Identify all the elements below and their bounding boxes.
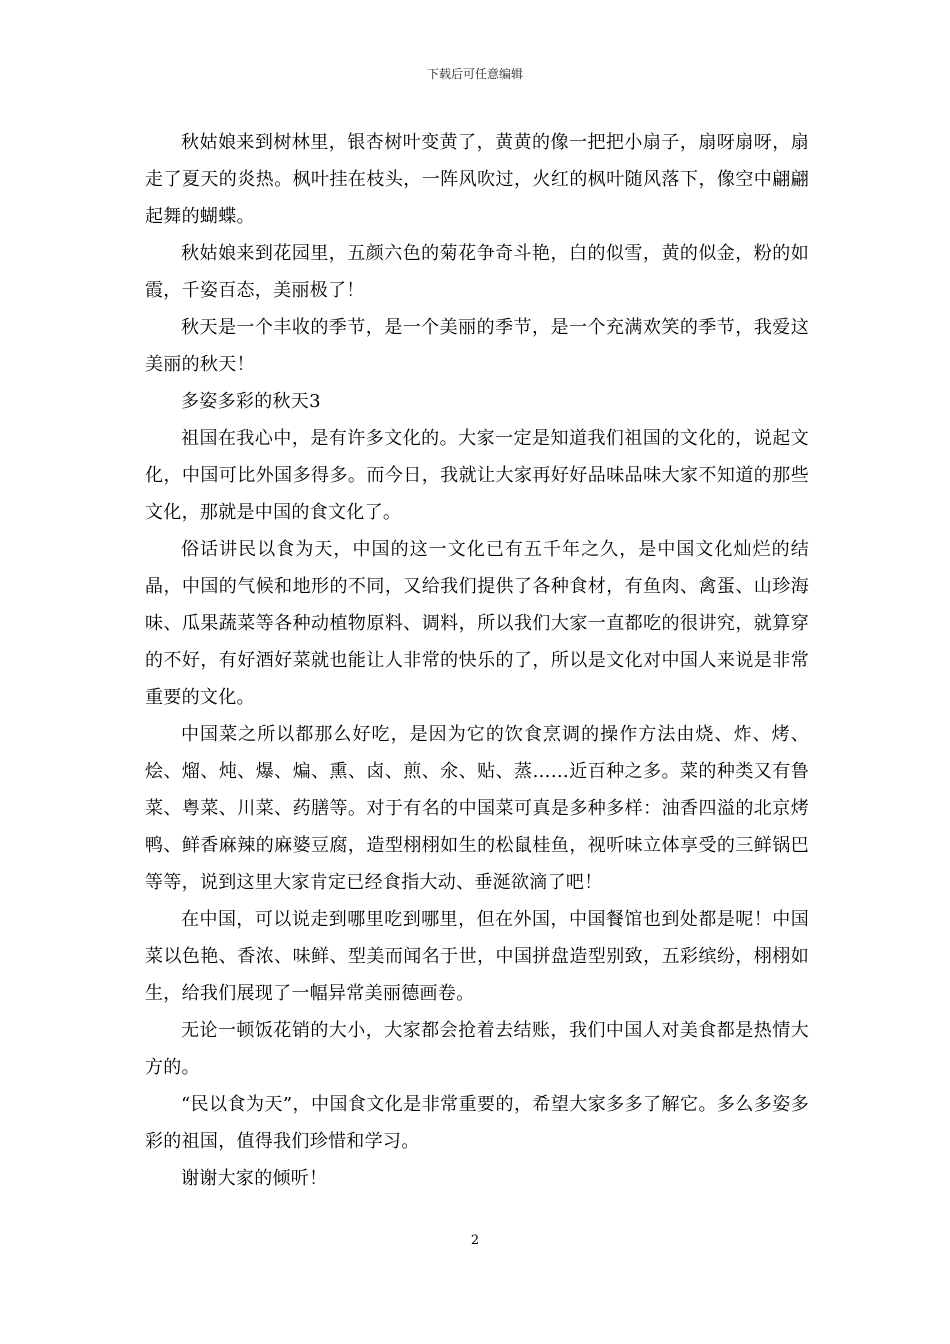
paragraph: 无论一顿饭花销的大小，大家都会抢着去结账，我们中国人对美食都是热情大方的。 (145, 1020, 809, 1078)
section-title: 多姿多彩的秋天3 (181, 391, 321, 412)
paragraph: “民以食为天”，中国食文化是非常重要的，希望大家多多了解它。多么多姿多彩的祖国，值得我们珍惜和学习。 (145, 1094, 809, 1152)
page-header: 下载后可任意编辑 (426, 67, 523, 81)
paragraph: 中国菜之所以都那么好吃，是因为它的饮食烹调的操作方法由烧、炸、烤、烩、熘、炖、爆、煸、熏、卤、煎、氽、贴、蒸……近百种之多。菜的种类又有鲁菜、粤菜、川菜、药膳等。对于有名的中国菜可真是多种多样：油香四溢的北京烤鸭、鲜香麻辣的麻婆豆腐，造型栩栩如生的松鼠桂鱼，视听味立体享受的三鲜锅巴等等，说到这里大家肯定已经食指大动、垂涎欲滴了吧！ (145, 724, 809, 893)
page-number: 2 (470, 1233, 480, 1248)
paragraph: 在中国，可以说走到哪里吃到哪里，但在外国，中国餐馆也到处都是呢！中国菜以色艳、香浓、味鲜、型美而闻名于世，中国拼盘造型别致，五彩缤纷，栩栩如生，给我们展现了一幅异常美丽德画卷。 (145, 909, 809, 1004)
paragraph: 秋天是一个丰收的季节，是一个美丽的季节，是一个充满欢笑的季节，我爱这美丽的秋天！ (145, 317, 809, 375)
paragraph: 祖国在我心中，是有许多文化的。大家一定是知道我们祖国的文化的，说起文化，中国可比外国多得多。而今日，我就让大家再好好品味品味大家不知道的那些文化，那就是中国的食文化了。 (145, 428, 809, 523)
document-body (145, 124, 809, 1197)
paragraph: 谢谢大家的倾听！ (181, 1168, 328, 1189)
paragraph: 俗话讲民以食为天，中国的这一文化已有五千年之久，是中国文化灿烂的结晶，中国的气候和地形的不同，又给我们提供了各种食材，有鱼肉、禽蛋、山珍海味、瓜果蔬菜等各种动植物原料、调料，所以我们大家一直都吃的很讲究，就算穿的不好，有好酒好菜就也能让人非常的快乐的了，所以是文化对中国人来说是非常重要的文化。 (145, 539, 809, 708)
paragraph: 秋姑娘来到树林里，银杏树叶变黄了，黄黄的像一把把小扇子，扇呀扇呀，扇走了夏天的炎热。枫叶挂在枝头，一阵风吹过，火红的枫叶随风落下，像空中翩翩起舞的蝴蝶。 (145, 132, 809, 227)
paragraph: 秋姑娘来到花园里，五颜六色的菊花争奇斗艳，白的似雪，黄的似金，粉的如霞，千姿百态，美丽极了！ (145, 243, 809, 301)
